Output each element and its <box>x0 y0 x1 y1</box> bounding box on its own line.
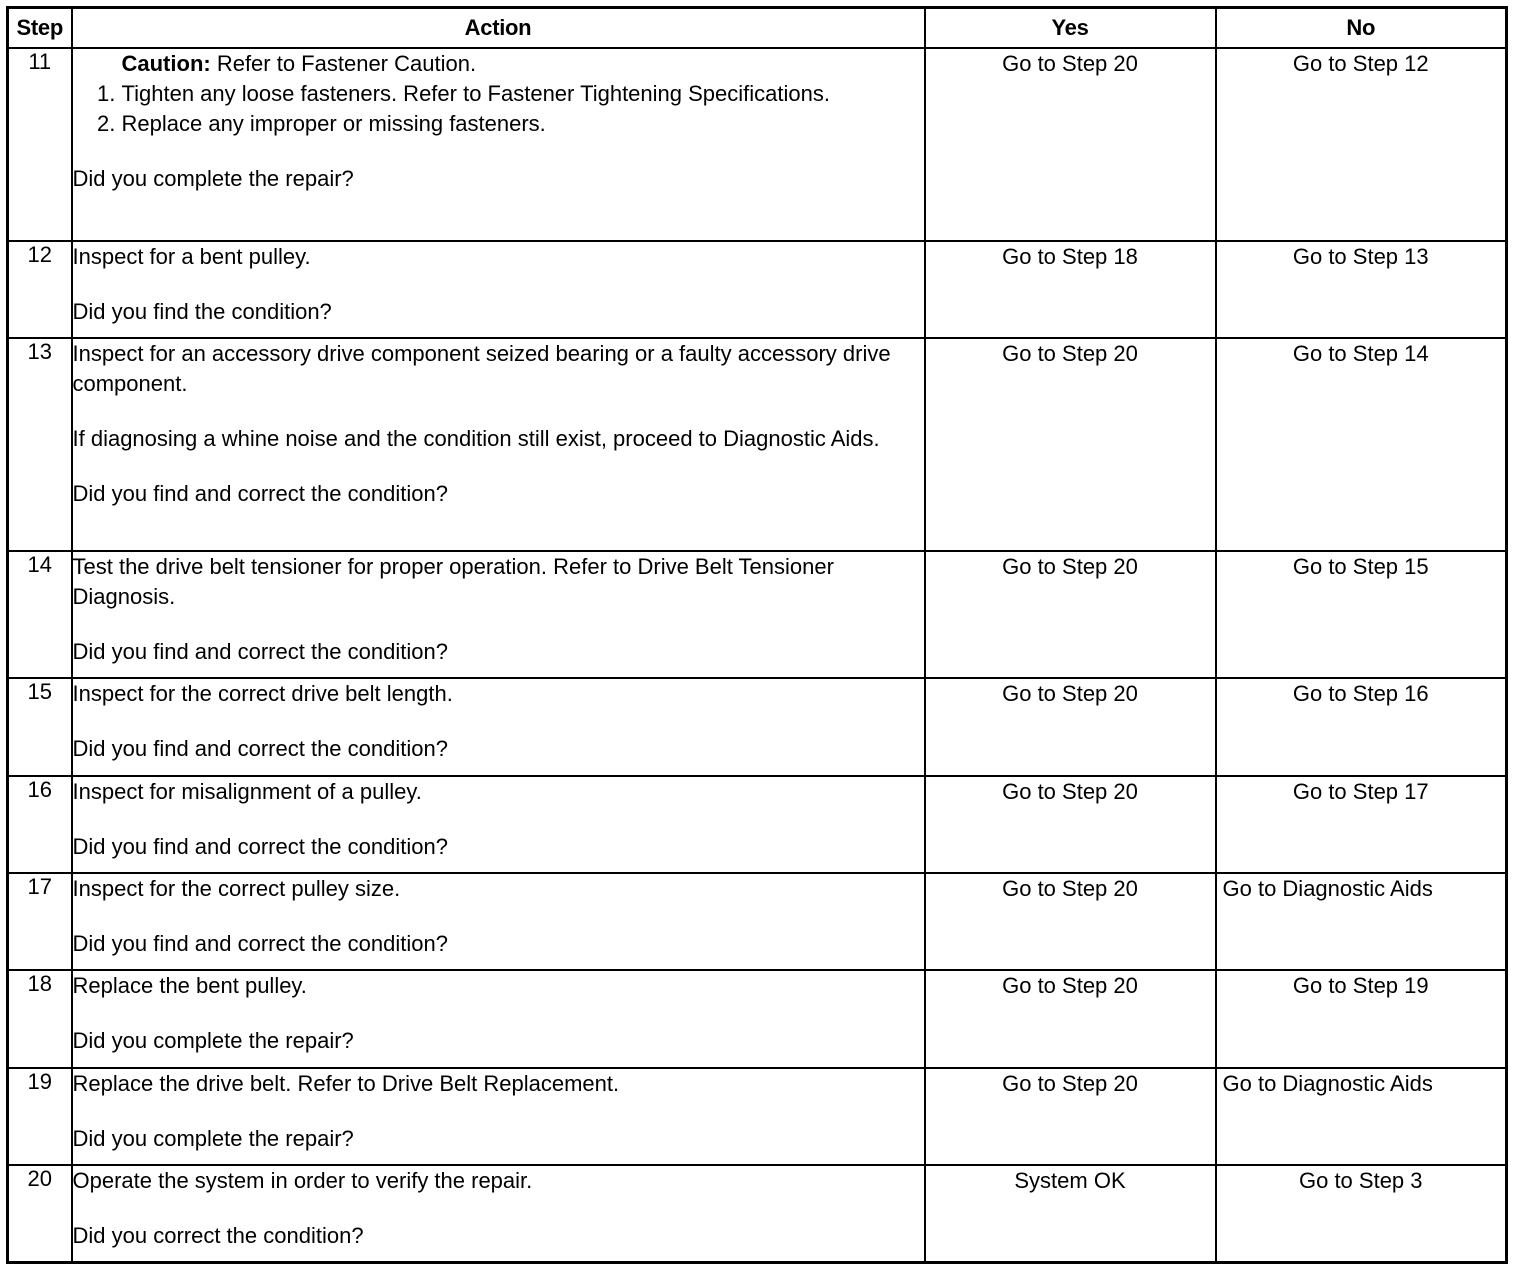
question-text: Did you find and correct the condition? <box>72 481 448 506</box>
yes-result: Go to Step 18 <box>925 241 1216 338</box>
action-cell <box>72 776 925 873</box>
table-row <box>8 678 1507 776</box>
header-yes: Yes <box>925 8 1216 49</box>
header-step: Step <box>8 8 72 49</box>
header-no: No <box>1216 8 1507 49</box>
table-row <box>8 1165 1507 1262</box>
no-result: Go to Step 13 <box>1216 241 1507 338</box>
action-list <box>73 79 924 139</box>
question-text: Did you correct the condition? <box>72 1223 364 1248</box>
table-row <box>8 970 1507 1068</box>
action-text: Inspect for a bent pulley. <box>72 244 311 269</box>
caution-text: Refer to Fastener Caution. <box>210 51 477 76</box>
yes-result: System OK <box>925 1165 1216 1262</box>
table-row <box>8 48 1507 241</box>
table-row <box>8 873 1507 970</box>
no-result: Go to Step 17 <box>1216 776 1507 873</box>
no-result: Go to Step 19 <box>1216 970 1507 1068</box>
question-text: Did you complete the repair? <box>72 166 354 191</box>
action-cell <box>72 241 925 338</box>
caution-label: Caution: <box>121 51 211 76</box>
action-cell <box>72 873 925 970</box>
step-number: 12 <box>8 241 72 338</box>
action-text: Inspect for the correct drive belt length. <box>72 681 453 706</box>
yes-result: Go to Step 20 <box>925 338 1216 551</box>
action-cell <box>72 678 925 776</box>
yes-result: Go to Step 20 <box>925 776 1216 873</box>
action-text: Operate the system in order to verify the repair. <box>72 1168 533 1193</box>
no-result: Go to Diagnostic Aids <box>1216 873 1507 970</box>
list-item: 2. Replace any improper or missing fasteners. <box>122 109 924 139</box>
action-cell <box>72 338 925 551</box>
action-cell <box>72 551 925 678</box>
no-result: Go to Step 14 <box>1216 338 1507 551</box>
action-text: If diagnosing a whine noise and the condition still exist, proceed to Diagnostic Aids. <box>72 426 880 451</box>
list-item: 1. Tighten any loose fasteners. Refer to Fastener Tightening Specifications. <box>122 79 924 109</box>
diagnostic-table <box>6 6 1508 1264</box>
no-result: Go to Step 12 <box>1216 48 1507 241</box>
action-cell <box>72 48 925 241</box>
question-text: Did you find and correct the condition? <box>72 736 448 761</box>
step-number: 11 <box>8 48 72 241</box>
step-number: 20 <box>8 1165 72 1262</box>
header-row <box>8 8 1507 49</box>
action-cell <box>72 1165 925 1262</box>
table-row <box>8 551 1507 678</box>
action-cell <box>72 1068 925 1165</box>
action-cell <box>72 970 925 1068</box>
header-action: Action <box>72 8 925 49</box>
action-text: Inspect for misalignment of a pulley. <box>72 779 422 804</box>
yes-result: Go to Step 20 <box>925 873 1216 970</box>
action-text: Replace the bent pulley. <box>72 973 307 998</box>
question-text: Did you find the condition? <box>72 299 332 324</box>
step-number: 17 <box>8 873 72 970</box>
table-row <box>8 338 1507 551</box>
yes-result: Go to Step 20 <box>925 551 1216 678</box>
action-text: Replace the drive belt. Refer to Drive Belt Replacement. <box>72 1071 620 1096</box>
step-number: 13 <box>8 338 72 551</box>
action-text: Test the drive belt tensioner for proper operation. Refer to Drive Belt Tensioner Diagnosis. <box>72 554 834 609</box>
action-text: Inspect for an accessory drive component seized bearing or a faulty accessory drive component. <box>72 341 891 396</box>
no-result: Go to Step 3 <box>1216 1165 1507 1262</box>
caution-note <box>73 49 924 79</box>
yes-result: Go to Step 20 <box>925 1068 1216 1165</box>
step-number: 15 <box>8 678 72 776</box>
yes-result: Go to Step 20 <box>925 678 1216 776</box>
step-number: 14 <box>8 551 72 678</box>
question-text: Did you find and correct the condition? <box>72 931 448 956</box>
question-text: Did you find and correct the condition? <box>72 639 448 664</box>
step-number: 18 <box>8 970 72 1068</box>
table-row <box>8 776 1507 873</box>
table-row <box>8 241 1507 338</box>
question-text: Did you find and correct the condition? <box>72 834 448 859</box>
yes-result: Go to Step 20 <box>925 970 1216 1068</box>
yes-result: Go to Step 20 <box>925 48 1216 241</box>
step-number: 19 <box>8 1068 72 1165</box>
table-row <box>8 1068 1507 1165</box>
no-result: Go to Diagnostic Aids <box>1216 1068 1507 1165</box>
step-number: 16 <box>8 776 72 873</box>
action-text: Inspect for the correct pulley size. <box>72 876 401 901</box>
no-result: Go to Step 15 <box>1216 551 1507 678</box>
question-text: Did you complete the repair? <box>72 1028 354 1053</box>
question-text: Did you complete the repair? <box>72 1126 354 1151</box>
no-result: Go to Step 16 <box>1216 678 1507 776</box>
